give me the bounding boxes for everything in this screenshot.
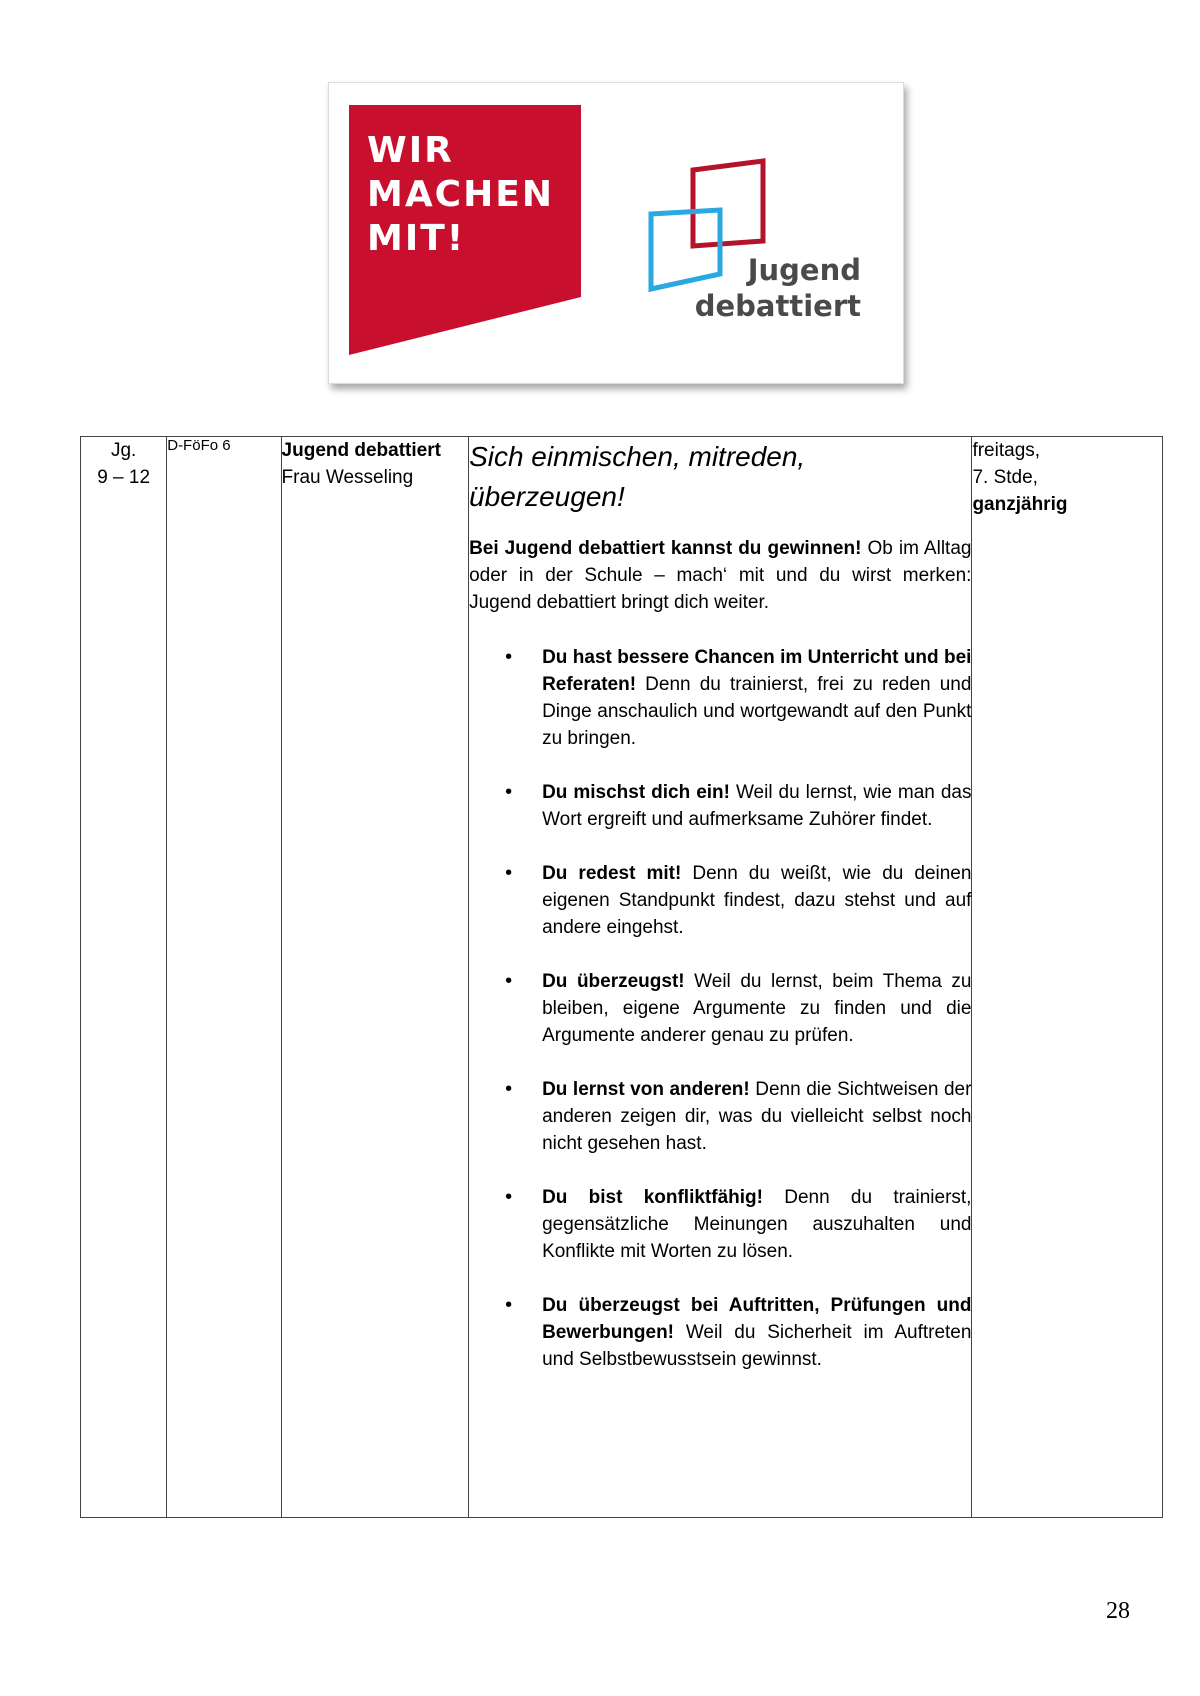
course-code: D-FöFo 6 xyxy=(167,437,231,454)
logo-graphic xyxy=(329,83,903,383)
benefit-text: Denn die Sichtweisen der anderen zeigen dir, was du vielleicht selbst noch nicht gesehen hast. xyxy=(542,1079,972,1154)
schedule-cell xyxy=(972,437,1163,1518)
logo-red-text-line-2: MACHEN xyxy=(367,174,554,215)
benefit-title: Du bist konfliktfähig! xyxy=(542,1187,763,1208)
schedule-time: 7. Stde, xyxy=(972,467,1038,488)
logo xyxy=(328,82,904,384)
benefit-text: Weil du Sicherheit im Auftreten und Selbstbewusstsein gewinnst. xyxy=(542,1322,972,1370)
logo-brand-line-1: Jugend xyxy=(747,253,861,287)
benefit-text: Denn du weißt, wie du deinen eigenen Standpunkt findest, dazu stehst und auf andere eingehst. xyxy=(542,863,972,938)
benefit-title: Du lernst von anderen! xyxy=(542,1079,750,1100)
list-item xyxy=(542,968,971,1049)
course-headline xyxy=(469,437,971,517)
intro-lead: Bei Jugend debattiert kannst du gewinnen! xyxy=(469,538,862,559)
benefit-title: Du mischst dich ein! xyxy=(542,782,730,803)
course-name: Jugend debattiert xyxy=(281,440,441,461)
benefit-title: Du überzeugst bei Auftritten, Prüfungen und Bewerbungen! xyxy=(542,1295,972,1343)
benefit-title: Du hast bessere Chancen im Unterricht und bei Referaten! xyxy=(542,647,972,695)
list-item xyxy=(542,644,971,752)
schedule-period: ganzjährig xyxy=(972,494,1068,515)
grade-range: 9 – 12 xyxy=(97,467,151,488)
schedule-day: freitags, xyxy=(972,440,1041,461)
list-item xyxy=(542,1184,971,1265)
intro-paragraph xyxy=(469,535,971,616)
logo-red-square-icon xyxy=(693,161,763,246)
course-code-cell xyxy=(167,437,281,1518)
table-row xyxy=(81,437,1163,1518)
intro-text: Ob im Alltag oder in der Schule – mach‘ mit und du wirst merken: Jugend debattiert bringt dich weiter. xyxy=(469,538,972,613)
headline-line-2: überzeugen! xyxy=(469,481,625,512)
logo-brand-line-2: debattiert xyxy=(694,289,861,323)
headline-line-1: Sich einmischen, mitreden, xyxy=(469,441,806,472)
list-item xyxy=(542,779,971,833)
grade-label: Jg. xyxy=(110,440,137,461)
description-cell xyxy=(469,437,972,1518)
teacher-name: Frau Wesseling xyxy=(281,467,414,488)
list-item xyxy=(542,860,971,941)
logo-red-text-line-1: WIR xyxy=(367,130,454,171)
benefit-title: Du überzeugst! xyxy=(542,971,685,992)
list-item xyxy=(542,1292,971,1373)
list-item xyxy=(542,1076,971,1157)
benefit-title: Du redest mit! xyxy=(542,863,682,884)
course-info-cell xyxy=(281,437,469,1518)
benefits-list xyxy=(469,644,971,1373)
benefit-text: Denn du trainierst, frei zu reden und Dinge anschaulich und wortgewandt auf den Punkt zu bringen. xyxy=(542,674,972,749)
course-table xyxy=(80,436,1163,1518)
benefit-text: Weil du lernst, wie man das Wort ergreift und aufmerksame Zuhörer findet. xyxy=(542,782,972,830)
grade-cell xyxy=(81,437,167,1518)
benefit-text: Weil du lernst, beim Thema zu bleiben, eigene Argumente zu finden und die Argumente anderer genau zu prüfen. xyxy=(542,971,972,1046)
benefit-text: Denn du trainierst, gegensätzliche Meinungen auszuhalten und Konflikte mit Worten zu lösen. xyxy=(542,1187,972,1262)
logo-blue-square-icon xyxy=(651,210,720,289)
logo-red-text-line-3: MIT! xyxy=(367,218,466,259)
page-number: 28 xyxy=(1106,1598,1130,1624)
